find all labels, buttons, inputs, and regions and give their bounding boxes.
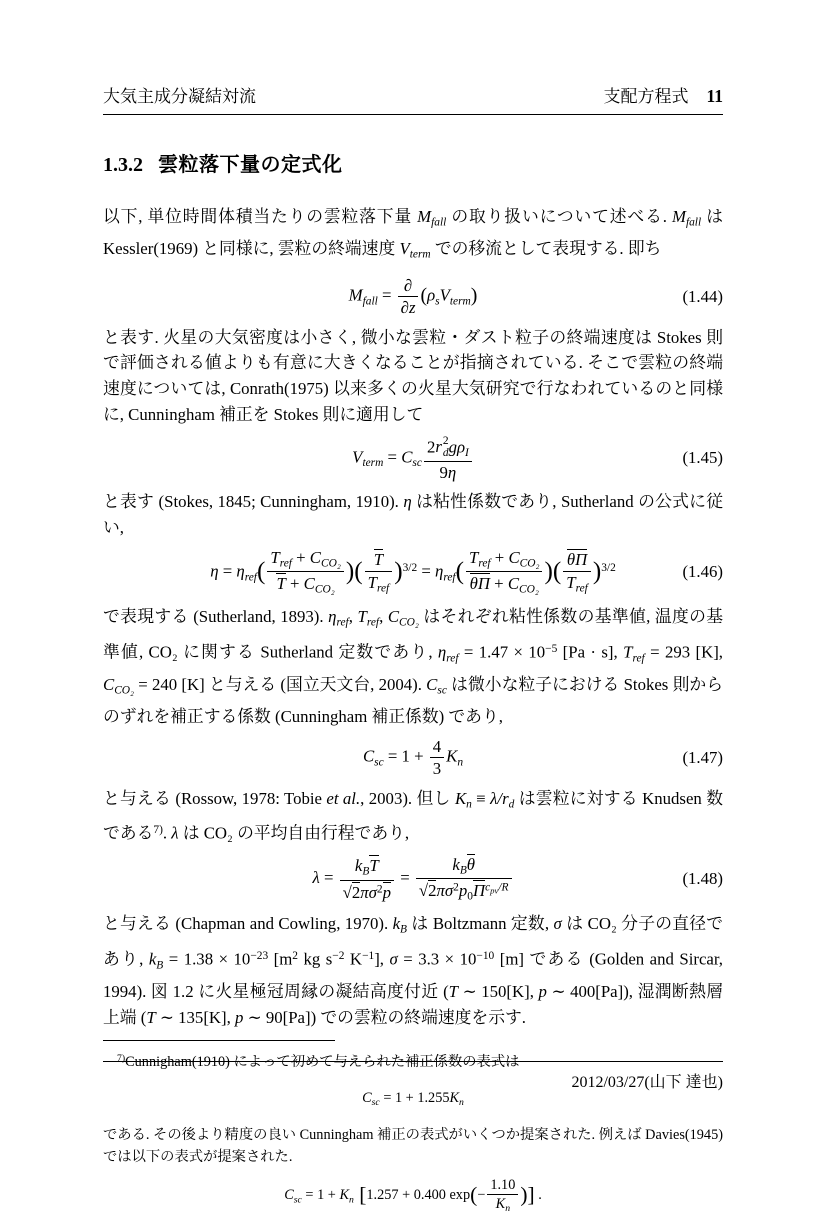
text-run: ∂z bbox=[400, 298, 416, 318]
text-run: k bbox=[452, 854, 460, 874]
text-run: T bbox=[468, 547, 479, 567]
text-run: ∼ 90[Pa]) での雲粒の終端速度を示す. bbox=[243, 1007, 526, 1027]
text-run: n bbox=[457, 756, 464, 769]
footnote-equation-2 bbox=[103, 1177, 723, 1215]
text-run: . bbox=[162, 823, 172, 843]
fraction-denominator bbox=[563, 571, 591, 596]
text-run: 4 bbox=[432, 737, 442, 757]
text-run: と与える (Rossow, 1978: Tobie bbox=[103, 788, 327, 808]
text-run: σ bbox=[553, 914, 562, 934]
text-run: 0 bbox=[467, 891, 473, 903]
fraction bbox=[466, 548, 542, 598]
equation-1-45 bbox=[103, 435, 723, 482]
text-run: η bbox=[403, 492, 412, 512]
text-run: sc bbox=[437, 684, 447, 697]
supsub-base bbox=[435, 437, 442, 456]
text-run: は Kessler(1969) と同様に, 雲粒の終端速度 bbox=[103, 207, 723, 259]
overline-group bbox=[374, 549, 383, 569]
footer-rule bbox=[103, 1061, 723, 1062]
text-run: 1.10 bbox=[490, 1176, 516, 1193]
text-run: T bbox=[146, 1007, 156, 1027]
equation-math bbox=[362, 1090, 464, 1108]
text-run: −23 bbox=[250, 949, 269, 962]
header-left-title: 大気主成分凝結対流 bbox=[103, 87, 256, 106]
fraction-numerator bbox=[563, 549, 591, 570]
fraction-numerator bbox=[487, 1177, 518, 1194]
text-run: d bbox=[508, 798, 515, 811]
equation-math bbox=[349, 276, 478, 318]
text-run: 2 bbox=[453, 881, 459, 894]
text-run: ( bbox=[552, 557, 562, 585]
text-run: C bbox=[309, 547, 321, 567]
text-run: + bbox=[285, 574, 304, 594]
equation-math bbox=[363, 737, 463, 779]
text-run: で表現する (Sutherland, 1893). bbox=[103, 607, 329, 627]
fraction bbox=[563, 549, 591, 595]
text-run: sc bbox=[293, 1193, 302, 1205]
overline-group bbox=[352, 882, 360, 902]
text-run: B bbox=[459, 864, 467, 877]
text-run: + bbox=[490, 547, 509, 567]
fraction bbox=[365, 549, 393, 595]
text-run: 2 bbox=[376, 883, 383, 896]
fraction-numerator bbox=[416, 854, 512, 879]
text-run: . bbox=[534, 1186, 542, 1203]
text-run: 7) bbox=[153, 824, 163, 837]
fraction bbox=[487, 1177, 518, 1215]
text-run: = bbox=[417, 561, 436, 581]
paragraph-stokes bbox=[103, 325, 723, 428]
text-run: は粘性係数であり, Sutherland の公式に従い, bbox=[103, 492, 723, 537]
text-run: term bbox=[449, 295, 471, 308]
text-run: , bbox=[348, 607, 358, 627]
text-run: d bbox=[442, 446, 449, 459]
footer-date-author: 2012/03/27(山下 達也) bbox=[571, 1074, 723, 1091]
footnote-rule bbox=[103, 1040, 335, 1041]
text-run: λ bbox=[171, 823, 179, 843]
equation-number: (1.48) bbox=[682, 868, 723, 888]
text-run: fall bbox=[685, 216, 702, 229]
text-run: Cunnigham(1910) によって初めて与えられた補正係数の表式は bbox=[125, 1054, 520, 1071]
text-run: η bbox=[236, 561, 245, 581]
text-run: θ bbox=[466, 854, 476, 874]
text-run: r bbox=[435, 437, 442, 457]
fraction-denominator bbox=[487, 1194, 518, 1214]
text-run: C bbox=[284, 1186, 294, 1203]
fraction-denominator bbox=[424, 461, 472, 482]
text-run: ref bbox=[632, 652, 645, 664]
text-run: CO₂ bbox=[399, 616, 419, 629]
fraction-denominator bbox=[398, 296, 419, 317]
text-run: p bbox=[538, 981, 547, 1001]
text-run: n bbox=[505, 1203, 511, 1215]
page-content bbox=[103, 82, 723, 1222]
text-run: 3 bbox=[432, 759, 442, 779]
fraction-denominator bbox=[416, 878, 512, 904]
text-run: K bbox=[446, 746, 458, 766]
text-run: T bbox=[566, 572, 576, 592]
text-run: 1.257 + 0.400 exp bbox=[366, 1186, 471, 1203]
equation-math bbox=[312, 854, 513, 905]
fraction-numerator bbox=[398, 276, 419, 296]
text-run: 9 bbox=[439, 462, 448, 482]
fraction bbox=[430, 737, 444, 779]
text-run: CO₂ bbox=[114, 684, 135, 697]
footnote-text-2 bbox=[103, 1124, 723, 1169]
text-run: ref bbox=[376, 582, 390, 595]
text-run: n bbox=[466, 798, 472, 811]
overline-group bbox=[470, 573, 490, 593]
text-run: I bbox=[465, 446, 469, 459]
equation-number: (1.44) bbox=[682, 286, 723, 306]
text-run: ( bbox=[420, 284, 428, 307]
text-run: = bbox=[319, 867, 338, 887]
text-run: 2 bbox=[292, 949, 298, 962]
fraction-denominator bbox=[466, 571, 542, 597]
fraction-numerator bbox=[340, 855, 394, 880]
fraction bbox=[424, 435, 472, 482]
text-run: fall bbox=[431, 216, 447, 229]
text-run: = 1.47 × 10 bbox=[458, 642, 546, 662]
fraction-denominator bbox=[430, 757, 444, 778]
text-run: η bbox=[435, 561, 444, 581]
text-run: V bbox=[399, 239, 410, 259]
text-run: ref bbox=[366, 616, 380, 629]
text-run: ρ bbox=[427, 285, 436, 305]
text-run: √ bbox=[342, 883, 352, 903]
paragraph-sutherland bbox=[103, 604, 723, 730]
overline-group bbox=[567, 549, 587, 569]
text-run: T bbox=[357, 607, 367, 627]
text-run: θΠ bbox=[469, 574, 490, 594]
text-run: M bbox=[417, 207, 432, 226]
paragraph-knudsen bbox=[103, 786, 723, 847]
text-run: ≡ bbox=[471, 788, 491, 808]
text-run: sc bbox=[371, 1096, 380, 1108]
text-run: と表す. 火星の大気密度は小さく, 微小な雲粒・ダスト粒子の終端速度は Stokes 則で評価される値よりも有意に大きくなることが指摘されている. そこで雲粒の終端速度については, Conrath(1975) 以来多くの火星大気研究で行なわれているのと同様に, Cunningham 補正を Stokes 則に適用して bbox=[103, 327, 723, 424]
equation-number: (1.46) bbox=[682, 562, 723, 582]
text-run: = bbox=[383, 447, 402, 467]
text-run: , 2003). 但し bbox=[360, 788, 455, 808]
text-run: C bbox=[426, 674, 438, 694]
text-run: σ bbox=[389, 949, 398, 969]
fraction bbox=[267, 548, 343, 598]
text-run: −1 bbox=[362, 949, 375, 962]
text-run: T bbox=[270, 547, 280, 567]
text-run: M bbox=[348, 285, 363, 305]
text-run: ) bbox=[592, 557, 602, 585]
text-run: K bbox=[339, 1186, 349, 1203]
text-run: K bbox=[454, 788, 467, 808]
equation-math bbox=[210, 548, 616, 598]
text-run: = 1.38 × 10 bbox=[163, 949, 251, 969]
text-run: = 1 + bbox=[383, 746, 428, 766]
text-run: ∼ 150[K], bbox=[458, 981, 539, 1001]
text-run: = 1 + bbox=[301, 1186, 340, 1203]
text-run: πσ bbox=[436, 881, 454, 901]
text-run: , bbox=[379, 607, 388, 627]
text-run: term bbox=[409, 249, 431, 262]
overline-group bbox=[467, 854, 475, 874]
fraction-numerator bbox=[365, 549, 393, 570]
text-run: B bbox=[156, 958, 164, 971]
text-run: は Boltzmann 定数, bbox=[407, 914, 554, 934]
text-run: ) bbox=[394, 557, 403, 585]
fraction-numerator bbox=[466, 548, 542, 572]
text-run: K bbox=[495, 1196, 506, 1213]
overline-group bbox=[276, 573, 285, 593]
text-run: λ bbox=[312, 867, 320, 887]
header-right bbox=[603, 82, 723, 107]
text-run: ) bbox=[470, 284, 478, 307]
text-run: CO₂ bbox=[519, 584, 539, 597]
text-run: ref bbox=[443, 570, 456, 583]
text-run: et al. bbox=[326, 788, 361, 808]
text-run: T bbox=[448, 981, 459, 1001]
text-run: ( bbox=[455, 557, 464, 585]
text-run: CO₂ bbox=[519, 557, 540, 570]
text-run: C bbox=[508, 547, 520, 567]
text-run: Π bbox=[472, 881, 486, 901]
text-run: は微小な粒子における Stokes 則からのずれを補正する係数 (Cunningham 補正係数) であり, bbox=[103, 674, 723, 727]
text-run: η bbox=[447, 462, 457, 482]
text-run: gρ bbox=[448, 437, 466, 457]
equation-1-47 bbox=[103, 737, 723, 779]
text-run: c bbox=[485, 881, 491, 894]
text-run: T bbox=[623, 642, 633, 662]
header-section-label: 支配方程式 bbox=[603, 87, 689, 106]
text-run: C bbox=[303, 574, 315, 594]
text-run: = 1 + 1.255 bbox=[379, 1089, 450, 1106]
text-run: ref bbox=[446, 652, 459, 664]
text-run: η bbox=[437, 642, 447, 662]
running-head bbox=[103, 82, 723, 107]
text-run: ] bbox=[527, 1181, 535, 1206]
text-run: 7) bbox=[117, 1053, 126, 1065]
header-rule bbox=[103, 114, 723, 115]
text-run: = bbox=[377, 285, 396, 305]
fraction-denominator bbox=[267, 571, 343, 597]
equation-math bbox=[284, 1177, 542, 1215]
text-run: p bbox=[235, 1007, 244, 1027]
text-run: と与える (Chapman and Cowling, 1970). bbox=[103, 914, 393, 934]
text-run: k bbox=[148, 949, 157, 969]
text-run: ( bbox=[256, 557, 266, 585]
text-run: はそれぞれ粘性係数の基準値, 温度の基準値, CO₂ に関する Sutherland 定数であり, bbox=[103, 607, 724, 662]
text-run: 2 bbox=[442, 434, 449, 447]
text-run: [ bbox=[353, 1181, 367, 1206]
overline-group bbox=[383, 882, 391, 902]
text-run: = 240 [K] と与える (国立天文台, 2004). bbox=[134, 674, 427, 694]
text-run: ref bbox=[244, 570, 257, 583]
text-run: T bbox=[276, 574, 286, 594]
text-run: n bbox=[348, 1193, 354, 1205]
text-run: λ/r bbox=[490, 788, 509, 808]
text-run: = 293 [K], bbox=[644, 642, 723, 662]
section-number: 1.3.2 bbox=[103, 154, 143, 176]
fraction bbox=[416, 854, 512, 905]
equation-1-48 bbox=[103, 854, 723, 905]
text-run: s bbox=[435, 295, 440, 308]
text-run: pv bbox=[490, 885, 499, 896]
text-run: ∼ 400[Pa]), 湿潤断熱層上端 ( bbox=[103, 981, 724, 1027]
text-run: C bbox=[362, 746, 375, 766]
text-run: CO₂ bbox=[314, 584, 335, 597]
text-run: B bbox=[362, 865, 370, 878]
text-run: ) bbox=[520, 1181, 528, 1206]
text-run: ( bbox=[354, 557, 363, 585]
text-run: B bbox=[400, 923, 407, 936]
text-run: である. その後より精度の良い Cunningham 補正の表式がいくつか提案された. 例えば Davies(1945) では以下の表式が提案された. bbox=[103, 1126, 723, 1166]
text-run: V bbox=[352, 447, 363, 467]
text-run: 2 bbox=[428, 881, 437, 901]
equation-1-44 bbox=[103, 276, 723, 318]
section-heading bbox=[103, 148, 723, 177]
fraction-numerator bbox=[267, 548, 343, 572]
text-run: K bbox=[344, 949, 363, 969]
text-run: = bbox=[396, 867, 414, 887]
text-run: ∼ 135[K], bbox=[155, 1007, 236, 1027]
text-run: 2 bbox=[426, 437, 436, 457]
text-run: C bbox=[401, 447, 413, 467]
text-run: p bbox=[458, 881, 468, 901]
text-run: + bbox=[291, 547, 310, 567]
text-run: は雲粒に対する Knudsen 数である bbox=[103, 788, 723, 843]
text-run: は CO₂ 分子の直径であり, bbox=[103, 914, 724, 969]
text-run: ) bbox=[544, 557, 553, 585]
paragraph-boltzmann bbox=[103, 911, 723, 1030]
fraction-numerator bbox=[430, 737, 444, 757]
text-run: C bbox=[507, 574, 520, 594]
text-run: は CO₂ の平均自由行程であり, bbox=[178, 823, 410, 843]
text-run: −2 bbox=[332, 949, 345, 962]
text-run: 3/2 bbox=[601, 561, 616, 574]
supsub-group bbox=[435, 435, 448, 459]
text-run: T bbox=[369, 856, 379, 876]
text-run: の取り扱いについて述べる. bbox=[446, 207, 672, 226]
text-run: [m bbox=[268, 949, 293, 969]
text-run: C bbox=[387, 607, 400, 627]
equation-1-46 bbox=[103, 548, 723, 598]
text-run: = bbox=[218, 561, 237, 581]
text-run: πσ bbox=[360, 883, 377, 903]
page-footer bbox=[103, 1061, 723, 1092]
text-run: [Pa · s], bbox=[557, 642, 624, 662]
text-run: 2 bbox=[351, 883, 361, 903]
text-run: ref bbox=[575, 582, 588, 595]
text-run: + bbox=[489, 574, 508, 594]
text-run: ref bbox=[279, 557, 292, 570]
text-run: ∂ bbox=[403, 275, 413, 295]
text-run: ) bbox=[345, 557, 355, 585]
text-run: CO₂ bbox=[321, 557, 341, 570]
text-run: /R bbox=[498, 881, 509, 894]
text-run: 3/2 bbox=[402, 561, 418, 574]
text-run: K bbox=[449, 1089, 460, 1106]
equation-math bbox=[352, 435, 474, 482]
text-run: ref bbox=[478, 557, 491, 570]
text-run: θΠ bbox=[566, 550, 588, 570]
fraction bbox=[398, 276, 419, 318]
text-run: ( bbox=[470, 1181, 478, 1206]
text-run: C bbox=[362, 1089, 372, 1106]
section-title: 雲粒落下量の定式化 bbox=[158, 154, 343, 176]
text-run: ], bbox=[374, 949, 390, 969]
text-run: sc bbox=[412, 456, 422, 469]
text-run: √ bbox=[418, 881, 429, 901]
fraction-numerator bbox=[424, 435, 472, 461]
equation-number: (1.45) bbox=[682, 448, 723, 468]
text-run: term bbox=[362, 456, 384, 469]
fraction-denominator bbox=[365, 571, 393, 596]
text-run: p bbox=[382, 883, 391, 903]
text-run: k bbox=[392, 914, 401, 934]
text-run: V bbox=[439, 285, 450, 305]
text-run: sc bbox=[374, 756, 384, 769]
text-run: と表す (Stokes, 1845; Cunningham, 1910). bbox=[103, 492, 404, 512]
text-run: −10 bbox=[476, 949, 495, 962]
text-run: ref bbox=[336, 616, 349, 629]
text-run: での移流として表現する. 即ち bbox=[430, 239, 662, 259]
text-run: [m] である (Golden and Sircar, 1994). 図 1.2 に火星極冠周縁の凝結高度付近 ( bbox=[103, 949, 723, 1001]
equation-number: (1.47) bbox=[682, 747, 723, 767]
fraction bbox=[340, 855, 394, 902]
text-run: T bbox=[367, 572, 377, 592]
text-run: M bbox=[671, 207, 686, 226]
text-run: fall bbox=[362, 295, 378, 308]
text-run: η bbox=[210, 561, 219, 581]
paragraph-intro bbox=[103, 204, 723, 269]
text-run: = 3.3 × 10 bbox=[397, 949, 477, 969]
text-run: C bbox=[103, 674, 115, 694]
page-number: 11 bbox=[706, 86, 723, 106]
text-run: 以下, 単位時間体積当たりの雲粒落下量 bbox=[103, 207, 418, 226]
text-run: η bbox=[328, 607, 337, 627]
paragraph-viscosity bbox=[103, 489, 723, 541]
overline-group bbox=[369, 855, 378, 875]
text-run: kg s bbox=[298, 949, 333, 969]
text-run: −5 bbox=[545, 642, 558, 655]
text-run: k bbox=[354, 856, 363, 876]
fraction-denominator bbox=[340, 880, 394, 902]
overline-group bbox=[473, 880, 485, 900]
text-run: n bbox=[459, 1096, 464, 1108]
text-run: − bbox=[477, 1186, 486, 1203]
text-run: T bbox=[373, 550, 384, 570]
